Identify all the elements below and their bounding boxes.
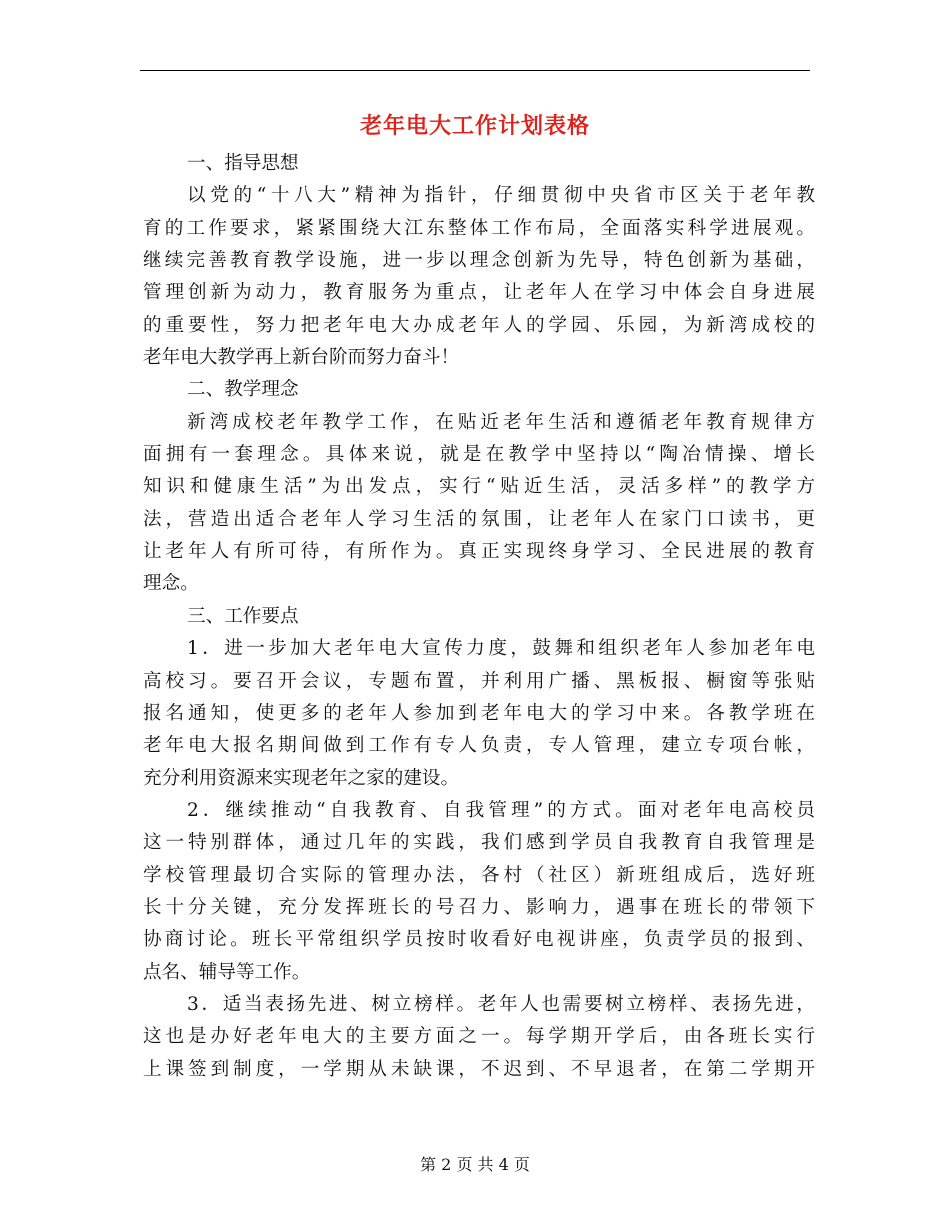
body-line: 以党的“十八大”精神为指针，仔细贯彻中央省市区关于老年教 — [187, 185, 815, 207]
body-line: 这一特别群体，通过几年的实践，我们感到学员自我教育自我管理是 — [143, 832, 815, 854]
body-line: 继续完善教育教学设施，进一步以理念创新为先导，特色创新为基础， — [143, 250, 815, 272]
body-line: 的重要性，努力把老年电大办成老年人的学园、乐园，为新湾成校的 — [143, 314, 815, 336]
body-line: 点名、辅导等工作。 — [143, 961, 311, 983]
page-number-footer: 第 2 页 共 4 页 — [420, 1155, 530, 1174]
body-line: 老年电大报名期间做到工作有专人负责，专人管理，建立专项台帐， — [143, 735, 815, 757]
body-line: 3．适当表扬先进、树立榜样。老年人也需要树立榜样、表扬先进， — [187, 993, 815, 1015]
body-line: 管理创新为动力，教育服务为重点，让老年人在学习中体会自身进展 — [143, 282, 815, 304]
body-line: 让老年人有所可待，有所作为。真正实现终身学习、全民进展的教育 — [143, 541, 815, 563]
header-rule — [140, 70, 810, 71]
body-line: 一、指导思想 — [187, 153, 299, 174]
body-line: 充分利用资源来实现老年之家的建设。 — [143, 767, 460, 789]
body-line: 协商讨论。班长平常组织学员按时收看好电视讲座，负责学员的报到、 — [143, 929, 815, 951]
body-line: 1．进一步加大老年电大宣传力度，鼓舞和组织老年人参加老年电 — [187, 638, 815, 660]
body-line: 长十分关键，充分发挥班长的号召力、影响力，遇事在班长的带领下 — [143, 896, 815, 918]
body-line: 这也是办好老年电大的主要方面之一。每学期开学后，由各班长实行 — [143, 1026, 815, 1048]
body-line: 老年电大教学再上新台阶而努力奋斗！ — [143, 347, 460, 369]
body-line: 2．继续推动“自我教育、自我管理”的方式。面对老年电高校员 — [187, 799, 815, 821]
body-line: 高校习。要召开会议，专题布置，并利用广播、黑板报、橱窗等张贴 — [143, 670, 815, 692]
body-line: 二、教学理念 — [187, 379, 299, 401]
body-line: 学校管理最切合实际的管理办法，各村（社区）新班组成后，选好班 — [143, 864, 815, 886]
body-line: 新湾成校老年教学工作，在贴近老年生活和遵循老年教育规律方 — [187, 411, 815, 433]
body-line: 育的工作要求，紧紧围绕大江东整体工作布局，全面落实科学进展观。 — [143, 217, 815, 239]
body-line: 理念。 — [143, 573, 199, 595]
body-line: 面拥有一套理念。具体来说，就是在教学中坚持以“陶冶情操、增长 — [143, 444, 815, 466]
body-line: 报名通知，使更多的老年人参加到老年电大的学习中来。各教学班在 — [143, 702, 815, 724]
document-body — [143, 148, 815, 1086]
document-title: 老年电大工作计划表格 — [359, 113, 590, 139]
body-line: 上课签到制度，一学期从未缺课，不迟到、不早退者，在第二学期开 — [143, 1058, 815, 1080]
body-line: 法，营造出适合老年人学习生活的氛围，让老年人在家门口读书，更 — [143, 508, 815, 530]
body-line: 知识和健康生活”为出发点，实行“贴近生活，灵活多样”的教学方 — [143, 476, 815, 498]
body-line: 三、工作要点 — [187, 605, 299, 627]
